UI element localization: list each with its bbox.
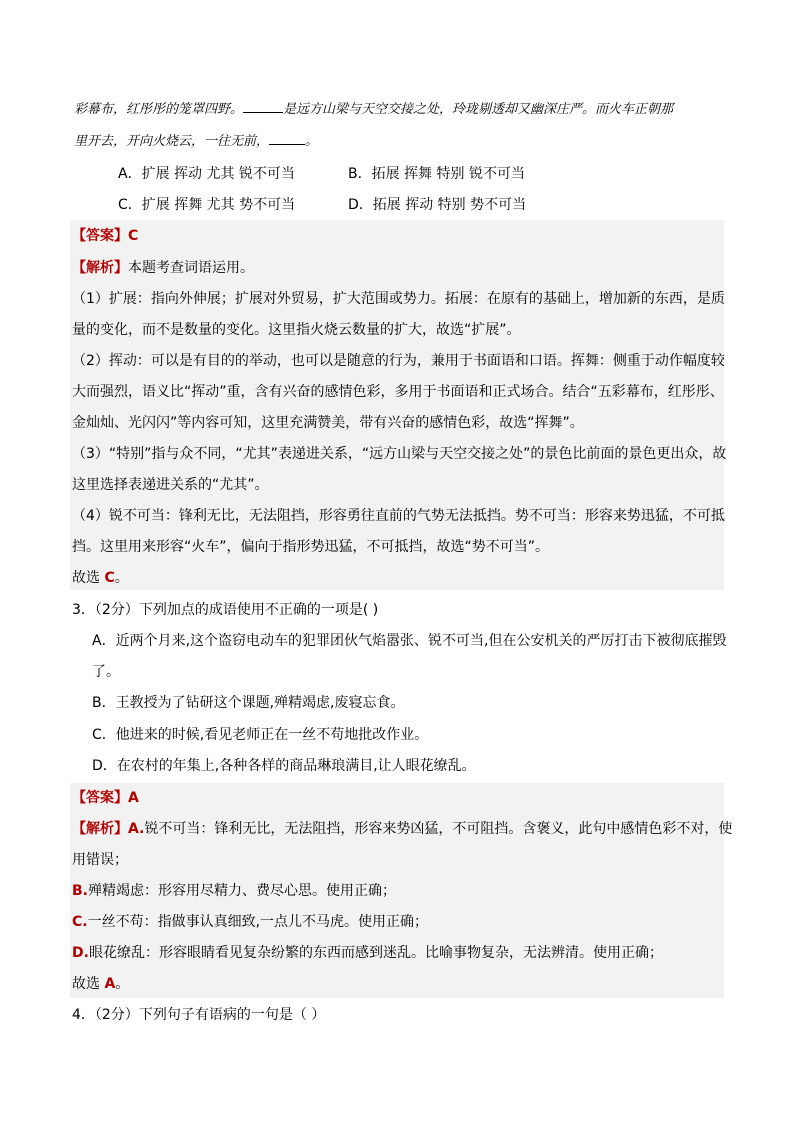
q3-analysis-d [72, 943, 663, 963]
passage-text: 里开去，开向火烧云，一往无前， [74, 134, 270, 149]
analysis-text: 眼花缭乱：形容眼睛看见复杂纷繁的东西而感到迷乱。比喻事物复杂，无法辨清。使用正确； [88, 945, 663, 961]
analysis-key: C. [72, 914, 88, 930]
analysis-tag: 【解析】 [72, 260, 128, 276]
answer-value: C [128, 228, 139, 244]
analysis-text: 殚精竭虑：形容用尽精力、费尽心思。使用正确； [88, 883, 396, 899]
q2-option-c: C．扩展 挥舞 尤其 势不可当 [118, 197, 296, 213]
conclusion-text: 故选 [72, 570, 105, 586]
q3-option-a-line1: A．近两个月来,这个盗窃电动车的犯罪团伙气焰嚣张、锐不可当,但在公安机关的严厉打击下被彻底摧毁 [92, 633, 727, 649]
conclusion-text: 。 [115, 976, 130, 992]
conclusion-value: A [104, 976, 116, 992]
q2-analysis-p1-line1: （1）扩展：指向外伸展；扩展对外贸易，扩大范围或势力。拓展：在原有的基础上，增加新的东西，是质 [72, 291, 725, 307]
q2-analysis-p3-line1: （3）“特别”指与众不同，“尤其”表递进关系，“远方山梁与天空交接之处”的景色比前面的景色更出众，故 [72, 446, 727, 462]
q3-analysis-b [72, 881, 396, 901]
q2-analysis-p4-line1: （4）锐不可当：锋利无比，无法阻挡，形容勇往直前的气势无法抵挡。势不可当：形容来势迅猛，不可抵 [72, 508, 725, 524]
analysis-key: A. [128, 821, 145, 837]
q2-analysis-p3-line2: 这里选择表递进关系的“尤其”。 [72, 477, 269, 493]
q3-option-b: B．王教授为了钻研这个课题,殚精竭虑,废寝忘食。 [92, 695, 405, 711]
conclusion-text: 。 [114, 570, 129, 586]
analysis-text: 本题考查词语运用。 [128, 260, 254, 276]
q3-stem: 3．（2分）下列加点的成语使用不正确的一项是( ) [72, 602, 379, 618]
q2-answer [72, 226, 138, 246]
passage-line-2 [74, 132, 318, 152]
q3-option-d: D．在农村的年集上,各种各样的商品琳琅满目,让人眼花缭乱。 [92, 758, 476, 774]
fill-blank [269, 132, 305, 145]
q3-option-a-line2: 了。 [92, 664, 120, 680]
answer-value: A [128, 790, 139, 806]
analysis-key: D. [72, 945, 89, 961]
answer-tag: 【答案】 [72, 228, 128, 244]
q2-conclusion [72, 568, 129, 588]
passage-text: 。 [305, 134, 319, 149]
q3-option-c: C．他进来的时候,看见老师正在一丝不苟地批改作业。 [92, 727, 429, 743]
analysis-tag: 【解析】 [72, 821, 128, 837]
passage-line-1 [74, 100, 673, 120]
q4-stem: 4．（2分）下列句子有语病的一句是（ ） [72, 1007, 326, 1023]
analysis-key: B. [72, 883, 88, 899]
q2-analysis-p2-line2: 大而强烈，语义比“挥动”重，含有兴奋的感情色彩，多用于书面语和正式场合。结合“五彩幕布，红彤彤、 [72, 384, 724, 400]
q2-analysis-p1-line2: 量的变化，而不是数量的变化。这里指火烧云数量的扩大，故选“扩展”。 [72, 322, 521, 338]
conclusion-text: 故选 [72, 976, 105, 992]
q2-option-a: A．扩展 挥动 尤其 锐不可当 [118, 166, 295, 182]
q2-analysis-p4-line2: 挡。这里用来形容“火车”，偏向于指形势迅猛，不可抵挡，故选“势不可当”。 [72, 539, 550, 555]
answer-tag: 【答案】 [72, 790, 128, 806]
q2-analysis-intro [72, 258, 254, 278]
fill-blank [243, 100, 283, 113]
q2-analysis-p2-line1: （2）挥动：可以是有目的的举动，也可以是随意的行为，兼用于书面语和口语。挥舞：侧重于动作幅度较 [72, 353, 725, 369]
q2-option-b: B．拓展 挥舞 特别 锐不可当 [348, 166, 525, 182]
analysis-text: 一丝不苟：指做事认真细致,一点儿不马虎。使用正确； [87, 914, 429, 930]
q2-option-d: D．拓展 挥动 特别 势不可当 [348, 197, 527, 213]
analysis-text: 锐不可当：锋利无比，无法阻挡，形容来势凶猛，不可阻挡。含褒义，此句中感情色彩不对，使 [144, 821, 733, 837]
passage-text: 是远方山梁与天空交接之处，玲珑剔透却又幽深庄严。而火车正朝那 [283, 102, 674, 117]
q3-conclusion [72, 974, 129, 994]
q3-analysis-c [72, 912, 428, 932]
q2-analysis-p2-line3: 金灿灿、光闪闪”等内容可知，这里充满赞美，带有兴奋的感情色彩，故选“挥舞”。 [72, 415, 584, 431]
q3-answer [72, 788, 139, 808]
passage-text: 彩幕布，红彤彤的笼罩四野。 [74, 102, 244, 117]
q3-analysis-a-line1 [72, 819, 732, 839]
q3-analysis-a-line2: 用错误； [72, 852, 128, 868]
conclusion-value: C [104, 570, 115, 586]
